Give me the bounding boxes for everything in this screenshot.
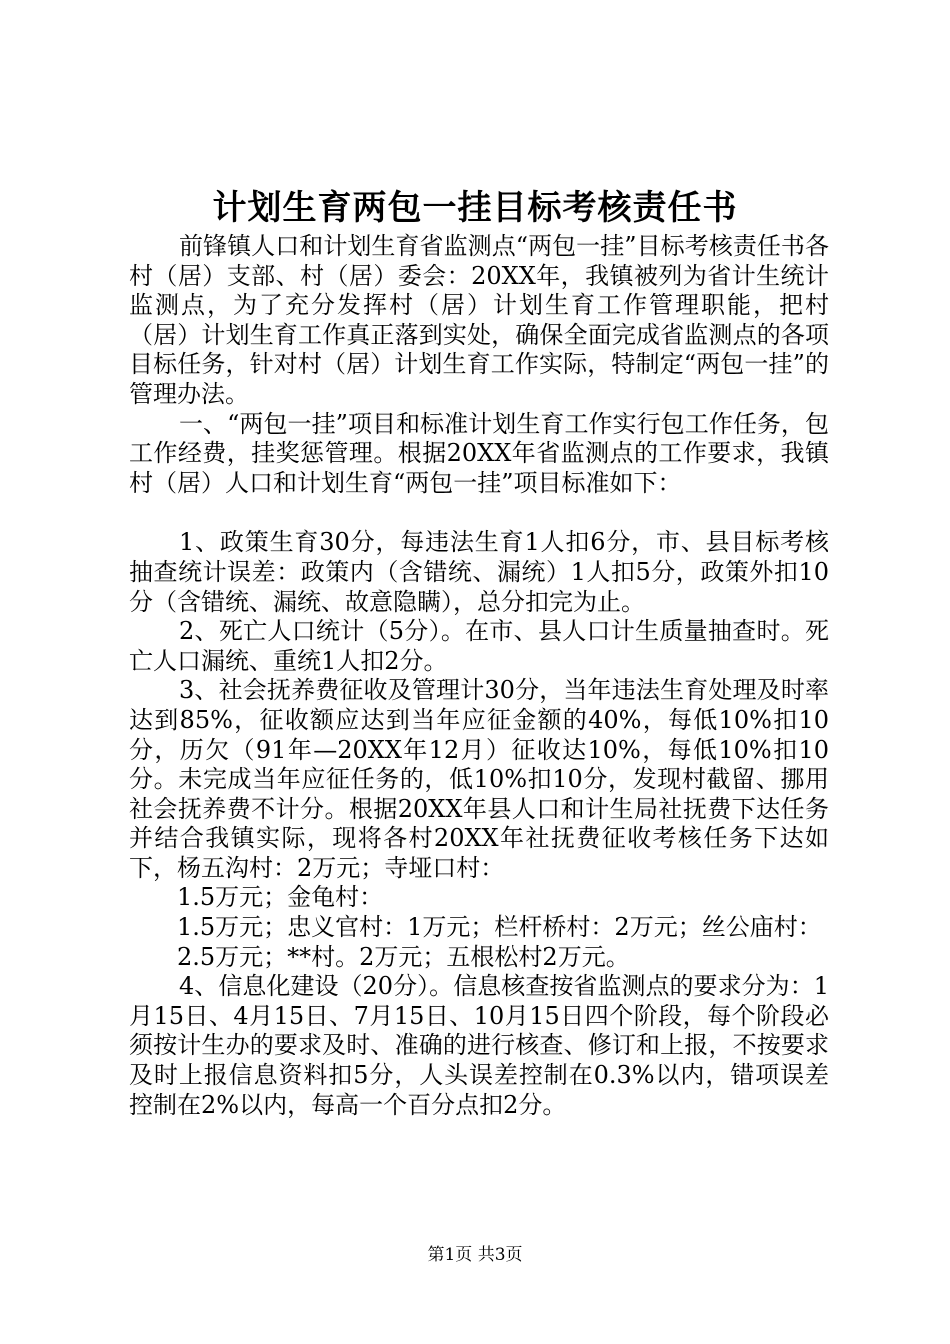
paragraph-section-1: 一、“两包一挂”项目和标准计划生育工作实行包工作任务，包工作经费，挂奖惩管理。根据20XX年省监测点的工作要求，我镇村（居）人口和计划生育“两包一挂”项目标准如下： xyxy=(129,409,829,497)
paragraph-item-4: 4、信息化建设（20分）。信息核查按省监测点的要求分为：1月15日、4月15日、7月15日、10月15日四个阶段，每个阶段必须按计生办的要求及时、准确的进行核查、修订和上报，不按要求及时上报信息资料扣5分，人头误差控制在0.3%以内，错项误差控制在2%以内，每高一个百分点扣2分。 xyxy=(129,972,829,1119)
paragraph-item-1: 1、政策生育30分，每违法生育1人扣6分，市、县目标考核抽查统计误差：政策内（含错统、漏统）1人扣5分，政策外扣10分（含错统、漏统、故意隐瞒），总分扣完为止。 xyxy=(129,528,829,616)
paragraph-intro: 前锋镇人口和计划生育省监测点“两包一挂”目标考核责任书各村（居）支部、村（居）委会：20XX年，我镇被列为省计生统计监测点，为了充分发挥村（居）计划生育工作管理职能，把村（居）计划生育工作真正落到实处，确保全面完成省监测点的各项目标任务，针对村（居）计划生育工作实际，特制定“两包一挂”的管理办法。 xyxy=(129,232,829,408)
paragraph-quota-2: 1.5万元；忠义官村：1万元；栏杆桥村：2万元；丝公庙村： xyxy=(177,913,822,942)
paragraph-item-2: 2、死亡人口统计（5分）。在市、县人口计生质量抽查时。死亡人口漏统、重统1人扣2分。 xyxy=(129,617,829,675)
page-number: 第1页 共3页 xyxy=(427,1245,523,1265)
document-title: 计划生育两包一挂目标考核责任书 xyxy=(212,188,738,228)
document-body xyxy=(129,232,829,1120)
paragraph-quota-1: 1.5万元；金龟村： xyxy=(177,883,384,912)
paragraph-quota-3: 2.5万元；**村。2万元；五根松村2万元。 xyxy=(177,942,630,971)
paragraph-item-3: 3、社会抚养费征收及管理计30分，当年违法生育处理及时率达到85%，征收额应达到当年应征金额的40%，每低10%扣10分，历欠（91年—20XX年12月）征收达10%，每低10%扣10分。未完成当年应征任务的，低10%扣10分，发现村截留、挪用社会抚养费不计分。根据20XX年县人口和计生局社抚费下达任务并结合我镇实际，现将各村20XX年社抚费征收考核任务下达如下，杨五沟村：2万元；寺垭口村： xyxy=(129,676,829,882)
paragraph-gap xyxy=(129,498,829,528)
